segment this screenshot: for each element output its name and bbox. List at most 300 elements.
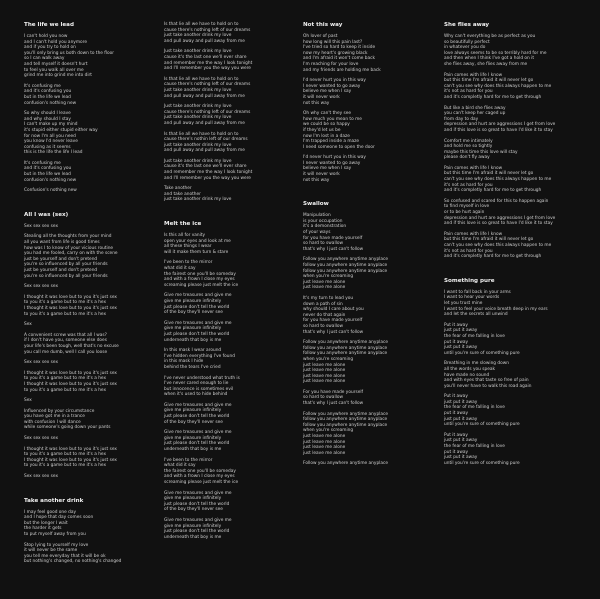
lyric-line: Confusion's nothing new <box>24 188 77 194</box>
lyric-line: it will never work <box>303 172 340 178</box>
lyric-line: not this way <box>303 100 330 106</box>
lyric-line: she flies away, she flies away from me <box>444 61 528 67</box>
lyric-line: and remember me the way I look tonight <box>164 60 253 66</box>
lyrics-stanza <box>164 49 314 71</box>
lyrics-stanza <box>303 461 453 467</box>
lyric-line: of the boy they'll never see <box>164 310 223 316</box>
lyrics-stanza <box>444 106 594 134</box>
lyric-line: when it's used to hide behind <box>164 392 228 398</box>
lyric-line: and why should I stay <box>24 116 71 122</box>
lyrics-stanza <box>24 447 174 469</box>
lyric-line: of the boy they'll never see <box>164 419 223 425</box>
lyric-line: Is that lie all we have to hold on to <box>164 131 239 137</box>
lyrics-stanza <box>164 491 314 513</box>
lyric-line: what did it say <box>164 463 196 469</box>
lyric-line: to you it's a game but to me it's a hex <box>24 311 107 317</box>
lyric-line: follow you anywhere anytime anyplace <box>303 351 388 357</box>
lyric-line: just put it away <box>444 345 478 351</box>
lyric-line: put it away <box>444 449 469 455</box>
lyrics-stanza <box>24 224 174 230</box>
song-title: Something pure <box>444 277 495 284</box>
lyric-line: and if you try to hold on <box>24 45 76 51</box>
lyric-line: so beautifully perfect <box>444 39 490 45</box>
lyric-line: Follow you anywhere anytime anyplace <box>303 411 388 417</box>
lyric-line: Put it away <box>444 432 468 438</box>
lyric-line: and pull away and pull away from me <box>164 38 245 44</box>
lyric-line: I want to feel your voice breath deep in my ears <box>444 306 548 312</box>
song-block <box>303 201 453 467</box>
lyrics-stanza <box>303 257 453 291</box>
lyric-line: for now I'm all you need <box>24 133 76 139</box>
lyrics-stanza <box>444 394 594 428</box>
lyric-line: Just take another drink my love <box>164 158 232 164</box>
lyric-line: maybe this time this love will stay <box>444 149 518 155</box>
lyric-line: just put it away <box>444 399 478 405</box>
lyric-line: so hard to swallow <box>303 323 343 329</box>
lyric-line: down a path of sin <box>303 301 343 307</box>
song-block <box>24 22 174 194</box>
song-block <box>164 22 314 203</box>
lyrics-stanza <box>444 34 594 68</box>
lyrics-stanza <box>24 409 174 431</box>
lyrics-stanza <box>444 139 594 161</box>
lyric-line: until you're sure of something pure <box>444 460 520 466</box>
lyric-line: I'd never hurt you in this way <box>303 155 366 161</box>
lyric-line: but innocence is sometimes evil <box>164 386 234 392</box>
lyric-line: never do that again <box>303 312 346 318</box>
lyrics-column-1 <box>24 22 174 583</box>
lyric-line: but this time I'm afraid it will never let go <box>444 237 534 243</box>
lyric-line: But like a bird she flies away <box>444 105 506 111</box>
lyric-line: and remember me the way I look tonight <box>164 170 253 176</box>
lyric-line: Sex sex sex sex <box>24 284 58 290</box>
lyric-line: Follow you anywhere anytime anyplace <box>303 340 388 346</box>
lyric-line: give me pleasure infinitely <box>164 326 222 332</box>
lyric-line: just leave me alone <box>303 434 346 440</box>
lyric-line: Give me treasures and give me <box>164 430 232 436</box>
song-title: Not this way <box>303 22 343 28</box>
lyric-line: I thought it was love but to you it's just sex <box>24 446 117 452</box>
lyric-line: just put it away <box>444 438 478 444</box>
lyric-line: just leave me alone <box>303 445 346 451</box>
lyric-line: let you trust mine <box>444 300 483 306</box>
lyric-line: and with eyes that taste so free of pain <box>444 378 529 384</box>
lyrics-stanza <box>444 199 594 227</box>
lyric-line: when you're screaming <box>303 274 354 280</box>
lyric-line: but this time I'm afraid it will never let go <box>444 171 534 177</box>
lyric-line: and my friends are holding me back <box>303 67 381 73</box>
lyric-line: Sex sex sex sex <box>24 360 58 366</box>
lyric-line: behind the tears I've cried <box>164 364 221 370</box>
lyric-line: Sex <box>24 322 32 328</box>
lyric-line: just leave me alone <box>303 450 346 456</box>
lyric-line: underneath that boy is me <box>164 337 222 343</box>
lyric-line: can't you see why does this always happen to me <box>444 177 552 183</box>
lyric-line: but the longer I wait <box>24 520 68 526</box>
lyric-line: your life's been tough, well that's no excuse <box>24 343 119 349</box>
lyric-line: Is that lie all we have to hold on to <box>164 22 239 27</box>
lyric-line: and I'm afraid it won't come back <box>303 56 376 62</box>
lyric-line: this is the life the life I lead <box>24 150 83 156</box>
lyrics-stanza <box>303 213 453 252</box>
lyrics-stanza <box>24 34 174 79</box>
lyrics-column-2 <box>164 22 314 558</box>
lyric-line: love always seems to be so terribly hard for me <box>444 50 547 56</box>
lyric-line: Follow you anywhere anytime anyplace <box>303 257 388 263</box>
lyric-line: give me pleasure infinitely <box>164 435 222 441</box>
lyric-line: from day to day <box>444 116 479 122</box>
lyrics-stanza <box>24 371 174 393</box>
lyric-line: I thought it was love but to you it's just sex <box>24 305 117 311</box>
lyrics-stanza <box>164 403 314 425</box>
lyric-line: follow you anywhere anytime anyplace <box>303 417 388 423</box>
lyric-line: to put myself away from you <box>24 532 86 537</box>
lyric-line: cause there's nothin left of our dreams <box>164 137 248 143</box>
lyric-line: I've tried so hard to keep it inside <box>303 45 376 51</box>
lyric-line: Pain comes with life I know <box>444 231 503 237</box>
lyric-line: how long will this pain last? <box>303 39 363 45</box>
lyrics-stanza <box>24 510 174 538</box>
lyric-line: not this way <box>303 177 330 183</box>
lyric-line: what did it say <box>164 266 196 271</box>
lyric-line: I thought it was love but to you it's just sex <box>24 370 117 376</box>
lyric-line: put it away <box>444 339 469 345</box>
lyric-line: Is that lie all we have to hold on to <box>164 76 239 82</box>
lyric-line: is your occupation <box>303 218 343 224</box>
lyrics-stanza <box>164 104 314 126</box>
lyric-line: Give me treasures and give me <box>164 320 232 326</box>
lyric-line: It's my turn to lead you <box>303 295 354 301</box>
lyric-line: screaming please just melt the ice <box>164 480 239 485</box>
lyric-line: I've hidden everything I've found <box>164 353 235 359</box>
lyric-line: Stop lying to yourself my love <box>24 542 89 548</box>
lyrics-stanza <box>164 186 314 203</box>
lyric-line: I want to hear your words <box>444 295 500 301</box>
lyric-line: will it make them turn & stare <box>164 249 229 255</box>
lyric-line: Sex sex sex sex <box>24 474 58 480</box>
lyrics-stanza <box>303 296 453 335</box>
lyric-line: Why can't everything be as perfect as you <box>444 34 536 39</box>
song-block <box>303 22 453 183</box>
lyric-line: Is this all for vanity <box>164 233 206 239</box>
lyric-line: depression and hurt are aggressions I get from love <box>444 215 556 221</box>
lyric-line: to feel you walk all over me <box>24 67 84 73</box>
lyrics-stanza <box>444 433 594 467</box>
lyrics-stanza <box>164 22 314 44</box>
lyric-line: and I can't hold you anymore <box>24 39 87 45</box>
lyric-line: just take another drink my love <box>164 115 232 121</box>
lyric-line: just be yourself and don't pretend <box>24 268 98 273</box>
lyric-line: you're so influenced by all your friends <box>24 273 108 279</box>
lyric-line: cause it's the last one we'll ever share <box>164 54 247 60</box>
lyric-line: and it's completly hard for me to get through <box>444 188 542 194</box>
lyric-line: just please don't tell the world <box>164 529 230 535</box>
lyric-line: Oh why can't they see <box>303 111 352 117</box>
lyric-line: I've been to the mirror <box>164 260 213 266</box>
lyric-line: just put it away <box>444 328 478 334</box>
lyric-line: just please don't tell the world <box>164 501 230 507</box>
lyric-line: for you have made yourself <box>303 235 363 241</box>
lyric-line: you'll only bring us both down to the floor <box>24 50 115 56</box>
song-title: Take another drink <box>24 497 84 504</box>
lyric-line: follow you anywhere anytime anyplace <box>303 268 388 274</box>
lyrics-stanza <box>24 188 174 194</box>
lyrics-stanza <box>164 430 314 452</box>
lyric-line: we could be so happy <box>303 122 350 128</box>
lyric-line: I need someone to open the door <box>303 144 375 150</box>
lyric-line: confusion's nothing new <box>24 100 77 106</box>
lyric-line: and it's confusing you <box>24 166 72 172</box>
lyric-line: it will never work <box>303 94 340 100</box>
lyric-line: I want to fall back in your arms <box>444 289 511 295</box>
lyrics-stanza <box>164 260 314 288</box>
lyric-line: just take another drink my love <box>164 142 232 148</box>
lyrics-stanza <box>164 233 314 255</box>
lyric-line: you call me dumb, well I call you loose <box>24 349 108 355</box>
song-block <box>24 212 174 480</box>
lyric-line: just please don't tell the world <box>164 331 230 337</box>
lyric-line: to you it's a game but to me it's a hex <box>24 452 107 458</box>
lyric-line: Give me treasures and give me <box>164 293 232 299</box>
lyric-line: and pull away and pull away from me <box>164 120 245 126</box>
lyric-line: underneath that boy is me <box>164 534 222 540</box>
lyric-line: it will never be the same <box>24 548 78 554</box>
lyric-line: and it's completly hard for me to get through <box>444 254 542 260</box>
lyric-line: Just take another drink my love <box>164 49 232 55</box>
lyric-line: you're so influenced by all your friends <box>24 262 108 268</box>
lyric-line: Breathing in me slowing down <box>444 361 509 367</box>
lyrics-stanza <box>444 361 594 389</box>
lyric-line: I've been to the mirror <box>164 457 213 463</box>
lyric-line: just put it away <box>444 455 478 461</box>
song-title: The life we lead <box>24 22 74 28</box>
lyrics-stanza <box>303 155 453 183</box>
lyric-line: of your ways <box>303 230 331 236</box>
lyrics-stanza <box>444 290 594 318</box>
lyric-line: it's a demonstration <box>303 224 347 230</box>
lyrics-stanza <box>444 166 594 194</box>
lyric-line: just leave me alone <box>303 373 346 379</box>
lyric-line: Comfort me intimately <box>444 138 493 144</box>
lyric-line: Just take another drink my love <box>164 104 232 110</box>
song-block <box>24 498 174 565</box>
song-title: She flies away <box>444 22 490 28</box>
lyrics-stanza <box>164 132 314 154</box>
lyric-line: It's confusing me <box>24 160 61 166</box>
song-block <box>444 22 594 260</box>
lyric-line: follow you anywhere anytime anyplace <box>303 345 388 351</box>
lyric-line: when you're screaming <box>303 356 354 362</box>
lyric-line: to you it's a game but to me it's a hex <box>24 463 107 469</box>
lyric-line: the fear of me falling in love <box>444 444 505 450</box>
lyric-line: and it's completly hard for me to get through <box>444 94 542 100</box>
lyric-line: that's why I just can't follow <box>303 246 364 252</box>
lyrics-stanza <box>303 78 453 106</box>
lyric-line: underneath that boy is me <box>164 447 222 453</box>
lyric-line: if they'd let us be <box>303 127 341 133</box>
lyric-line: just leave me alone <box>303 285 346 291</box>
lyric-line: follow you anywhere anytime anyplace <box>303 263 388 268</box>
lyrics-column-4 <box>444 22 594 484</box>
lyric-line: the fairest one you'll be someday <box>164 271 236 277</box>
lyric-line: Sex <box>24 398 32 404</box>
lyric-line: all the words you speak <box>444 366 495 372</box>
lyric-line: and pull away and pull away from me <box>164 93 245 99</box>
lyrics-stanza <box>24 333 174 355</box>
lyrics-stanza <box>24 543 174 565</box>
lyric-line: I can't make up my mind <box>24 122 78 128</box>
lyric-line: open your eyes and look at me <box>164 238 231 244</box>
lyric-line: So why should I leave <box>24 111 71 117</box>
lyric-line: please don't fly away <box>444 155 490 161</box>
lyric-line: it's not as hard for you <box>444 248 493 254</box>
lyric-line: to you it's a game but to me it's a hex <box>24 387 107 393</box>
lyric-line: give me pleasure infinitely <box>164 298 222 304</box>
lyric-line: and I'll remember you the way you were <box>164 66 251 72</box>
song-title: Melt the ice <box>164 221 202 228</box>
lyrics-stanza <box>24 284 174 290</box>
lyric-line: Sex sex sex sex <box>24 223 58 229</box>
lyric-line: to find myself in love <box>444 204 490 210</box>
lyrics-stanza <box>24 84 174 106</box>
lyric-line: Give me treasures and give me <box>164 402 232 408</box>
lyric-line: the harder it gets <box>24 526 62 532</box>
lyric-line: you had me fooled, carry on with the scene <box>24 251 118 257</box>
lyric-line: A convenient screw was that all I was? <box>24 332 107 338</box>
lyric-line: I'm reaching for your love <box>303 61 359 67</box>
lyric-line: and I'll remember you the way you were <box>164 175 251 181</box>
lyrics-stanza <box>24 474 174 480</box>
lyrics-stanza <box>303 111 453 150</box>
song-title: Swallow <box>303 201 329 208</box>
lyrics-stanza <box>164 348 314 370</box>
lyric-line: how was I to know of your vicious routine <box>24 245 114 251</box>
lyrics-stanza <box>303 34 453 73</box>
song-block <box>444 278 594 467</box>
lyric-line: in whatever you do <box>444 45 486 51</box>
lyric-line: you can't keep her caged up <box>444 111 506 117</box>
lyrics-stanza <box>164 518 314 540</box>
lyric-line: just leave me alone <box>303 439 346 445</box>
lyric-line: so hard to swallow <box>303 241 343 247</box>
lyrics-stanza <box>24 234 174 279</box>
lyrics-stanza <box>444 73 594 101</box>
lyric-line: if I don't have you, someone else does <box>24 338 107 344</box>
lyric-line: you know I'd never leave <box>24 139 78 145</box>
lyric-line: of the boy they'll never see <box>164 507 223 513</box>
lyric-line: I'm trapped inside a maze <box>303 139 360 145</box>
lyric-line: and it's confusing you <box>24 89 72 95</box>
lyric-line: Pain comes with life I know <box>444 72 503 78</box>
lyric-line: all these things I wear <box>164 244 212 250</box>
lyrics-stanza <box>164 77 314 99</box>
lyrics-stanza <box>24 161 174 183</box>
lyric-line: Put it away <box>444 394 468 400</box>
lyric-line: just leave me alone <box>303 279 346 285</box>
lyric-line: cause it's the last one we'll ever share <box>164 164 247 170</box>
lyric-line: while someone's going down your pants <box>24 425 111 431</box>
lyric-line: Stealing all the thoughts from your mind <box>24 234 112 240</box>
lyric-line: and hold me so tightly <box>444 144 493 150</box>
lyric-line: put it away <box>444 411 469 417</box>
lyric-line: I thought it was love but to you it's just sex <box>24 457 117 463</box>
lyrics-stanza <box>164 458 314 486</box>
lyric-line: just leave me alone <box>303 368 346 374</box>
song-title: All I was (sex) <box>24 211 69 218</box>
lyric-line: so I can walk away <box>24 56 65 62</box>
lyric-line: believe me when I say <box>303 166 352 172</box>
lyric-line: and then when I think I've got a hold on it <box>444 56 535 62</box>
lyric-line: follow you anywhere anytime anyplace <box>303 422 388 428</box>
lyric-line: give me pleasure infinitely <box>164 523 222 529</box>
lyric-line: I can't hold you now <box>24 34 68 39</box>
lyrics-stanza <box>24 360 174 366</box>
lyric-line: I may feel good one day <box>24 509 77 515</box>
lyric-line: the fear of me falling in love <box>444 333 505 339</box>
lyric-line: to you it's a game but to me it's a hex <box>24 300 107 306</box>
lyric-line: and I hope that day comes soon <box>24 515 94 521</box>
lyric-line: Take another <box>164 186 192 192</box>
lyrics-stanza <box>24 111 174 156</box>
lyric-line: you have got me in a trance <box>24 414 85 420</box>
lyric-line: I never wanted to go away <box>303 160 361 166</box>
lyrics-stanza <box>444 232 594 260</box>
lyric-line: and let the secrets all unwind <box>444 312 508 318</box>
lyric-line: but in the life we lead <box>24 172 71 178</box>
lyric-line: I never wanted to go away <box>303 83 361 89</box>
lyric-line: it's not as hard for you <box>444 89 493 95</box>
lyric-line: and pull away and pull away from me <box>164 148 245 154</box>
lyric-line: you'll never have to walk this road again <box>444 383 532 389</box>
lyric-line: that's why I just can't follow <box>303 401 364 407</box>
lyric-line: cause there's nothing left of our dreams <box>164 109 251 115</box>
lyric-line: It's confusing me <box>24 83 61 89</box>
lyric-line: in this mask I hide <box>164 359 204 365</box>
lyric-line: So confused and scared for this to happen again <box>444 198 549 204</box>
lyric-line: Give me treasures and give me <box>164 517 232 523</box>
lyric-line: just take another drink my love <box>164 33 232 39</box>
lyric-line: and with a frown I close my eyes <box>164 474 235 480</box>
lyric-line: but nothing's changed, no nothing's changed <box>24 559 122 565</box>
lyric-line: just please don't tell the world <box>164 441 230 447</box>
lyric-line: can't you see why does this always happen to me <box>444 83 552 89</box>
lyrics-stanza <box>303 412 453 457</box>
lyric-line: I thought it was love but to you it's just sex <box>24 294 117 300</box>
lyric-line: Manipulation <box>303 213 331 219</box>
lyric-line: it's stupid either stupid either way <box>24 127 98 133</box>
lyric-line: cause there's nothing left of our dreams <box>164 27 251 33</box>
lyric-line: until you're sure of something pure <box>444 350 520 356</box>
lyric-line: just leave me alone <box>303 379 346 385</box>
lyric-line: how much you mean to me <box>303 116 362 122</box>
lyrics-stanza <box>24 295 174 317</box>
lyrics-stanza <box>24 398 174 404</box>
lyric-line: cause there's nothing left of our dreams <box>164 82 251 88</box>
lyric-line: just leave me alone <box>303 362 346 368</box>
lyric-line: I've never cared enough to lie <box>164 381 229 387</box>
lyric-line: the fear of me falling in love <box>444 405 505 411</box>
lyric-line: you tell me everyday that it will be ok <box>24 553 106 559</box>
lyric-line: for you have made yourself <box>303 318 363 324</box>
lyric-line: I thought it was love but to you it's just sex <box>24 381 117 387</box>
lyric-line: confusion's nothing new <box>24 177 77 183</box>
lyric-line: all you want from life is good times <box>24 240 100 246</box>
lyric-line: so hard to swallow <box>303 395 343 401</box>
lyric-line: now my heart's growing black <box>303 50 368 56</box>
lyrics-stanza <box>303 340 453 385</box>
lyrics-column-3 <box>303 22 453 485</box>
lyric-line: screaming please just melt the ice <box>164 282 239 288</box>
